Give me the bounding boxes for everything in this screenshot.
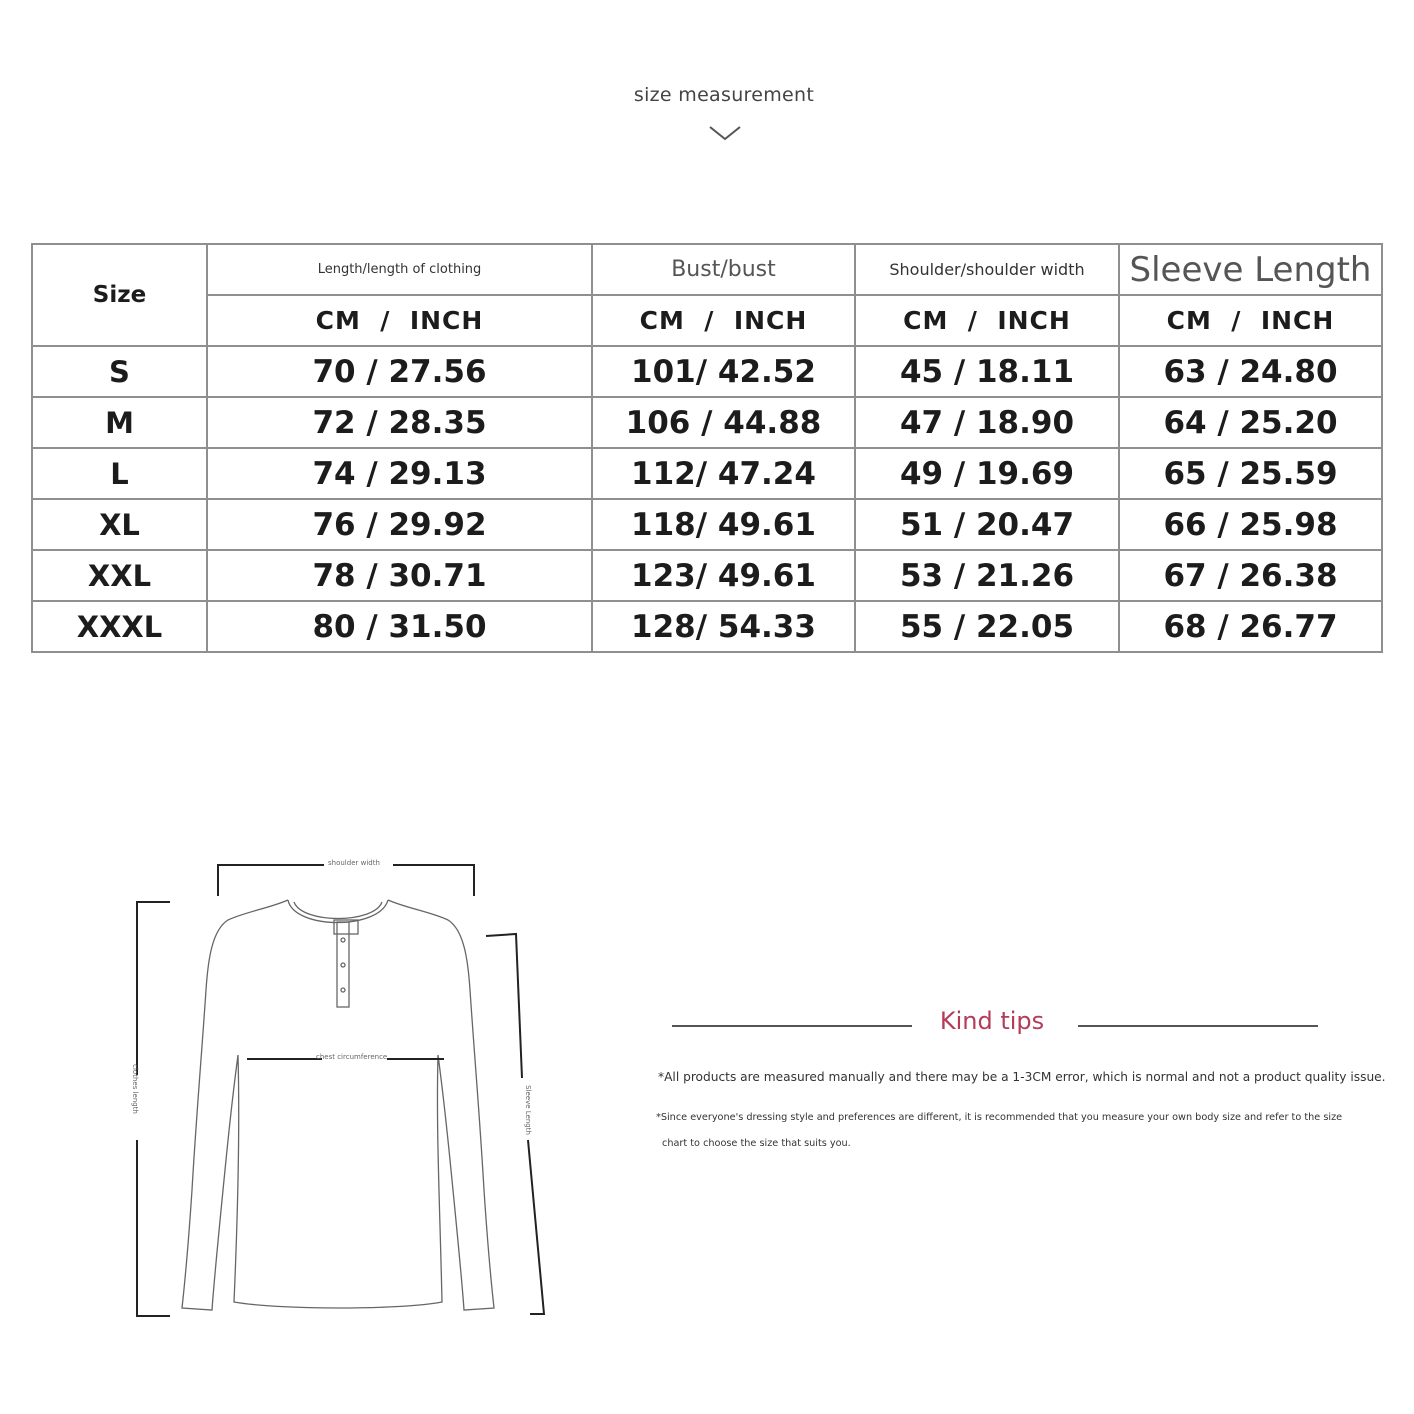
size-cell: L xyxy=(32,448,207,499)
table-header-row xyxy=(32,244,1382,295)
length-cell: 70 / 27.56 xyxy=(207,346,592,397)
size-cell: XXL xyxy=(32,550,207,601)
length-cell: 76 / 29.92 xyxy=(207,499,592,550)
length-cell: 80 / 31.50 xyxy=(207,601,592,652)
sleeve-cell: 67 / 26.38 xyxy=(1119,550,1382,601)
sleeve-cell: 63 / 24.80 xyxy=(1119,346,1382,397)
unit-label: CM / INCH xyxy=(592,295,855,346)
shoulder-cell: 53 / 21.26 xyxy=(855,550,1119,601)
tips-divider-right xyxy=(1078,1025,1318,1027)
shoulder-cell: 47 / 18.90 xyxy=(855,397,1119,448)
tip-size-advice xyxy=(656,1105,1356,1157)
sleeve-cell: 64 / 25.20 xyxy=(1119,397,1382,448)
sleeve-cell: 66 / 25.98 xyxy=(1119,499,1382,550)
table-row xyxy=(32,601,1382,652)
unit-label: CM / INCH xyxy=(207,295,592,346)
bust-cell: 112/ 47.24 xyxy=(592,448,855,499)
table-unit-row xyxy=(32,295,1382,346)
table-row xyxy=(32,346,1382,397)
shoulder-width-label: shoulder width xyxy=(328,859,380,867)
shoulder-cell: 55 / 22.05 xyxy=(855,601,1119,652)
unit-label: CM / INCH xyxy=(1119,295,1382,346)
bust-cell: 128/ 54.33 xyxy=(592,601,855,652)
size-cell: XXXL xyxy=(32,601,207,652)
bust-cell: 101/ 42.52 xyxy=(592,346,855,397)
length-cell: 74 / 29.13 xyxy=(207,448,592,499)
size-header: Size xyxy=(32,244,207,346)
unit-label: CM / INCH xyxy=(855,295,1119,346)
shoulder-cell: 49 / 19.69 xyxy=(855,448,1119,499)
column-header-length: Length/length of clothing xyxy=(207,244,592,295)
chevron-down-icon xyxy=(708,124,742,142)
garment-diagram xyxy=(110,840,580,1340)
column-header-shoulder: Shoulder/shoulder width xyxy=(855,244,1119,295)
length-cell: 72 / 28.35 xyxy=(207,397,592,448)
table-row xyxy=(32,550,1382,601)
sleeve-cell: 68 / 26.77 xyxy=(1119,601,1382,652)
table-row xyxy=(32,499,1382,550)
shirt-sketch-icon xyxy=(110,840,580,1340)
sleeve-cell: 65 / 25.59 xyxy=(1119,448,1382,499)
size-cell: S xyxy=(32,346,207,397)
size-table xyxy=(31,243,1383,653)
bust-cell: 123/ 49.61 xyxy=(592,550,855,601)
tips-title: Kind tips xyxy=(939,1007,1045,1035)
column-header-bust: Bust/bust xyxy=(592,244,855,295)
shoulder-cell: 45 / 18.11 xyxy=(855,346,1119,397)
size-cell: M xyxy=(32,397,207,448)
shoulder-cell: 51 / 20.47 xyxy=(855,499,1119,550)
table-row xyxy=(32,397,1382,448)
sleeve-length-label: Sleeve Length xyxy=(523,1085,532,1135)
column-header-sleeve: Sleeve Length xyxy=(1119,244,1382,295)
table-row xyxy=(32,448,1382,499)
tips-divider-left xyxy=(672,1025,912,1027)
bust-cell: 118/ 49.61 xyxy=(592,499,855,550)
page-title: size measurement xyxy=(633,84,815,106)
clothes-length-label: clothes length xyxy=(130,1064,139,1114)
chest-circumference-label: chest circumference xyxy=(316,1053,388,1061)
tip-line: *Since everyone's dressing style and preferences are different, it is recommended that you measure your own body size and refer to the size xyxy=(656,1112,1343,1123)
length-cell: 78 / 30.71 xyxy=(207,550,592,601)
size-cell: XL xyxy=(32,499,207,550)
tip-line: chart to choose the size that suits you. xyxy=(662,1138,851,1149)
tip-measurement-error: *All products are measured manually and there may be a 1-3CM error, which is normal and not a product quality issue. xyxy=(658,1070,1386,1084)
bust-cell: 106 / 44.88 xyxy=(592,397,855,448)
